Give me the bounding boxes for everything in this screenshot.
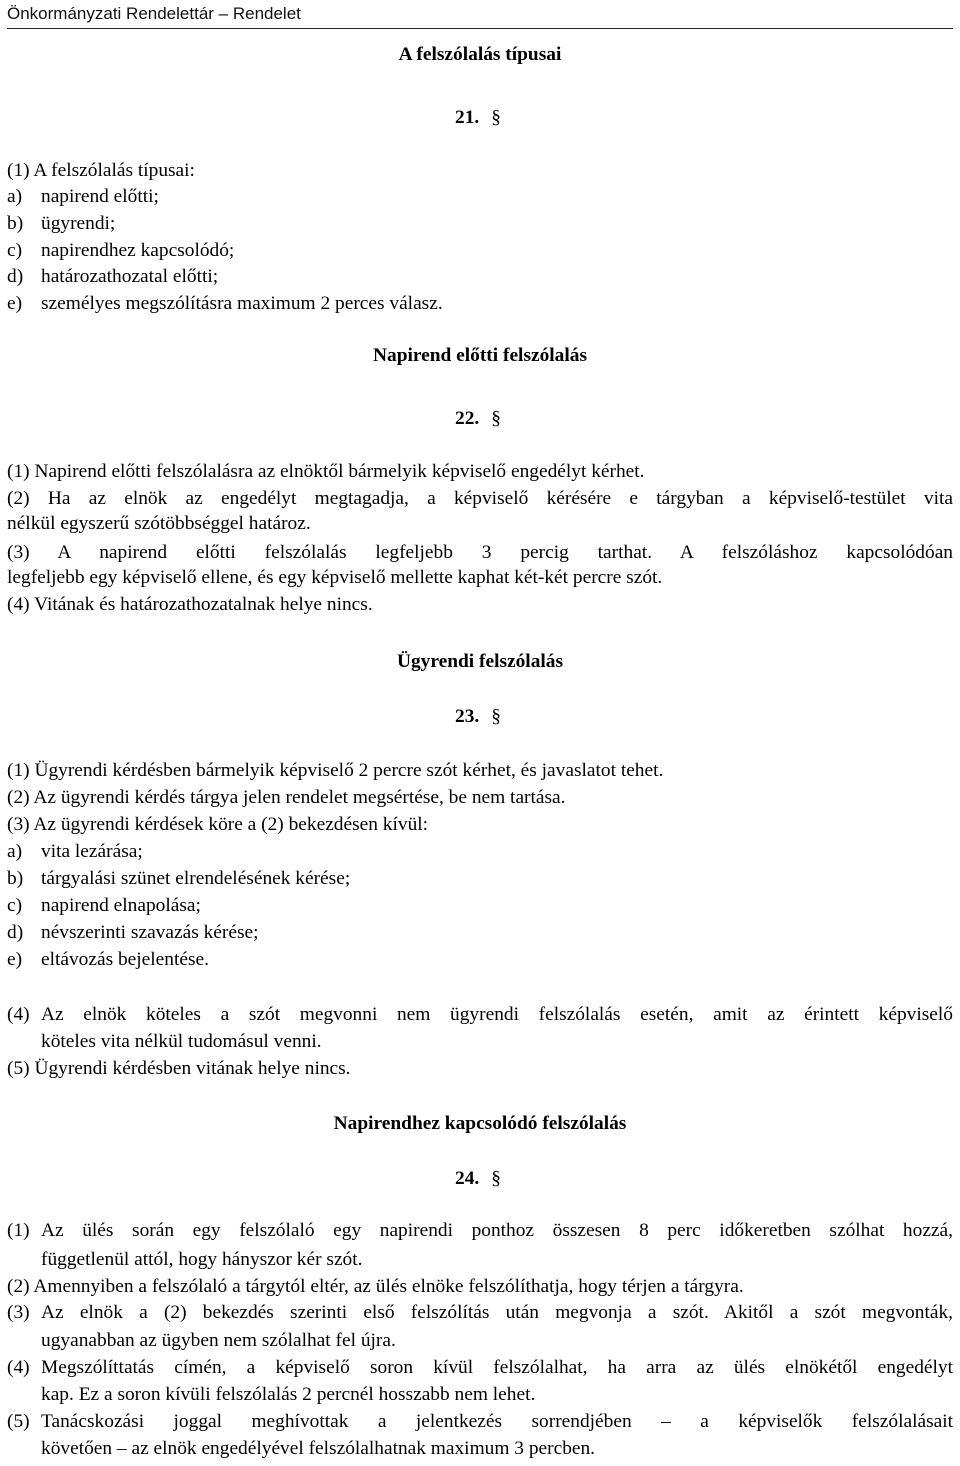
s24-p4-line1: Megszólíttatás címén, a képviselő soron kívül felszólalhat, ha arra az ülés elnökétől engedélyt bbox=[41, 1357, 953, 1378]
section-number: 23. bbox=[455, 706, 480, 727]
section-22-number bbox=[455, 408, 501, 430]
s23-p3: (3) Az ügyrendi kérdések köre a (2) bekezdésen kívül: bbox=[7, 814, 429, 835]
s24-p1-line2: függetlenül attól, hogy hányszor kér szót. bbox=[41, 1249, 363, 1270]
s23-p4-line2: köteles vita nélkül tudomásul venni. bbox=[41, 1031, 322, 1052]
list-item: a) vita lezárása; bbox=[7, 841, 143, 862]
section-24-number bbox=[455, 1168, 501, 1190]
list-item: c) napirend elnapolása; bbox=[7, 895, 201, 916]
paragraph-sign: § bbox=[491, 1168, 501, 1189]
s24-p3-line2: ugyanabban az ügyben nem szólalhat fel újra. bbox=[41, 1330, 396, 1351]
s21-p1: (1) A felszólalás típusai: bbox=[7, 160, 195, 181]
list-item: d) határozathozatal előtti; bbox=[7, 266, 219, 287]
page-header: Önkormányzati Rendelettár – Rendelet bbox=[7, 3, 953, 29]
s24-p4-line2: kap. Ez a soron kívüli felszólalás 2 percnél hosszabb nem lehet. bbox=[41, 1384, 536, 1405]
s24-p4-number: (4) bbox=[7, 1357, 30, 1378]
heading-napirendhez-kapcsolodo: Napirendhez kapcsolódó felszólalás bbox=[333, 1113, 627, 1134]
section-23-number bbox=[455, 706, 501, 728]
s24-p5-line2: követően – az elnök engedélyével felszólalhatnak maximum 3 percben. bbox=[41, 1438, 596, 1459]
section-number: 21. bbox=[455, 107, 480, 128]
s24-p2: (2) Amennyiben a felszólaló a tárgytól eltér, az ülés elnöke felszólíthatja, hogy térjen a tárgyra. bbox=[7, 1276, 744, 1297]
list-item: e) személyes megszólításra maximum 2 perces válasz. bbox=[7, 293, 443, 314]
list-item: b) tárgyalási szünet elrendelésének kérése; bbox=[7, 868, 351, 889]
list-item: c) napirendhez kapcsolódó; bbox=[7, 240, 235, 261]
list-item: d) névszerinti szavazás kérése; bbox=[7, 922, 259, 943]
heading-napirend-elotti: Napirend előtti felszólalás bbox=[373, 345, 587, 366]
s23-p4-line1: Az elnök köteles a szót megvonni nem ügyrendi felszólalás esetén, amit az érintett képviselő bbox=[41, 1004, 953, 1025]
s22-p2-line2: nélkül egyszerű szótöbbséggel határoz. bbox=[7, 513, 311, 534]
s22-p3-line1: (3) A napirend előtti felszólalás legfeljebb 3 percig tarthat. A felszóláshoz kapcsolódóan bbox=[7, 542, 953, 563]
s24-p5-line1: Tanácskozási joggal meghívottak a jelentkezés sorrendjében – a képviselők felszólalásait bbox=[41, 1411, 953, 1432]
paragraph-sign: § bbox=[491, 107, 501, 128]
s24-p3-line1: Az elnök a (2) bekezdés szerinti első felszólítás után megvonja a szót. Akitől a szót megvonták, bbox=[41, 1302, 953, 1323]
s23-p1: (1) Ügyrendi kérdésben bármelyik képviselő 2 percre szót kérhet, és javaslatot tehet. bbox=[7, 760, 664, 781]
s22-p4: (4) Vitának és határozathozatalnak helye nincs. bbox=[7, 594, 373, 615]
s23-p5: (5) Ügyrendi kérdésben vitának helye nincs. bbox=[7, 1058, 351, 1079]
list-item: b) ügyrendi; bbox=[7, 213, 116, 234]
s23-p2: (2) Az ügyrendi kérdés tárgya jelen rendelet megsértése, be nem tartása. bbox=[7, 787, 566, 808]
heading-ugyrendi: Ügyrendi felszólalás bbox=[396, 651, 564, 672]
s22-p3-line2: legfeljebb egy képviselő ellene, és egy képviselő mellette kaphat két-két percre szót. bbox=[7, 567, 663, 588]
s22-p1: (1) Napirend előtti felszólalásra az elnöktől bármelyik képviselő engedélyt kérhet. bbox=[7, 461, 645, 482]
s22-p2-line1: (2) Ha az elnök az engedélyt megtagadja, a képviselő kérésére e tárgyban a képviselő-testület vita bbox=[7, 488, 953, 509]
list-item: e) eltávozás bejelentése. bbox=[7, 949, 209, 970]
s24-p5-number: (5) bbox=[7, 1411, 30, 1432]
section-number: 22. bbox=[455, 408, 480, 429]
section-number: 24. bbox=[455, 1168, 480, 1189]
paragraph-sign: § bbox=[491, 408, 501, 429]
s24-p3-number: (3) bbox=[7, 1302, 30, 1323]
section-21-number bbox=[455, 107, 501, 129]
list-item: a) napirend előtti; bbox=[7, 186, 159, 207]
paragraph-sign: § bbox=[491, 706, 501, 727]
s24-p1-number: (1) bbox=[7, 1220, 30, 1241]
heading-felszolalas-tipusai: A felszólalás típusai bbox=[398, 44, 562, 65]
s24-p1-line1: Az ülés során egy felszólaló egy napirendi ponthoz összesen 8 perc időkeretben szólhat hozzá, bbox=[41, 1220, 953, 1241]
s23-p4-number: (4) bbox=[7, 1004, 30, 1025]
